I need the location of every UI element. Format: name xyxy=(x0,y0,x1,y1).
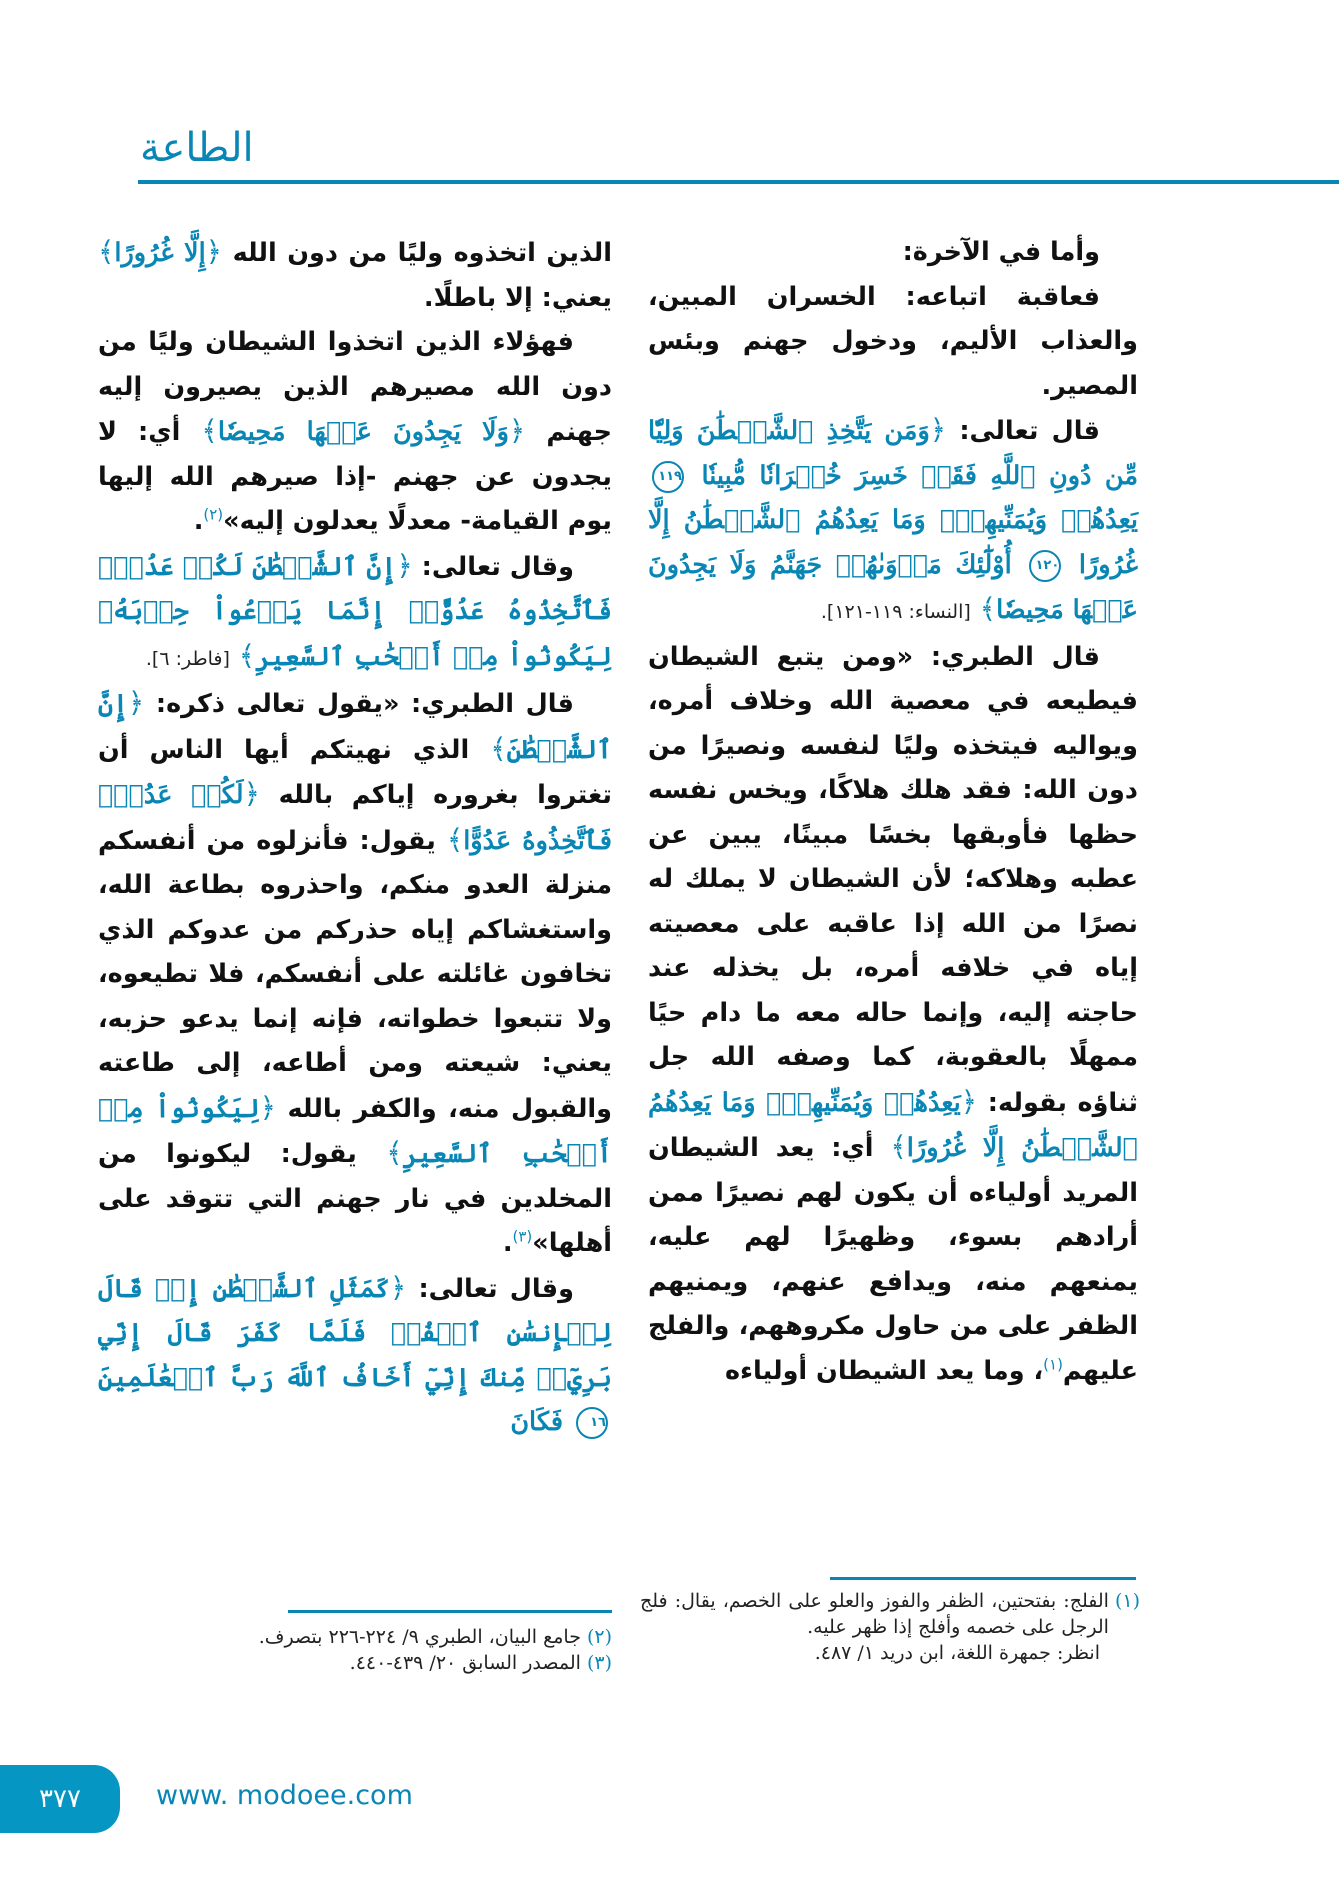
right-column xyxy=(648,230,1138,1393)
footnote-divider xyxy=(830,1577,1136,1580)
surah-reference: [النساء: ١١٩-١٢١]. xyxy=(820,601,971,623)
footnote-number: (١) xyxy=(1114,1590,1140,1612)
ayah-number-marker: ١٢٠ xyxy=(1029,550,1061,582)
page-number-badge: ٣٧٧ xyxy=(0,1765,120,1833)
footnote-ref-2[interactable]: (٢) xyxy=(203,505,224,524)
quran-verse: كَمَثَلِ ٱلشَّيۡطَٰنِ إِذۡ قَالَ لِلۡإِنسَٰنِ ٱكۡفُرۡ فَلَمَّا كَفَرَ قَالَ إِنِّي بَرِيٓءٞ مِّنكَ إِنِّيٓ أَخَافُ ٱللَّهَ رَبَّ ٱلۡعَٰلَمِينَ xyxy=(98,1273,612,1393)
website-link[interactable]: www. modoee.com xyxy=(156,1780,413,1811)
ornament-close-icon: ﴾ xyxy=(446,822,464,856)
tabari-quote-paragraph xyxy=(648,635,1138,1394)
quran-verse: يَعِدُهُمۡ وَيُمَنِّيهِمۡۖ وَمَا يَعِدُهُمُ ٱلشَّيۡطَٰنُ إِلَّا غُرُورًا xyxy=(648,505,1138,580)
footnotes-left xyxy=(98,1624,612,1676)
paragraph-text: ، وما يعد الشيطان أولياءه xyxy=(724,1355,1044,1386)
ornament-open-icon: ﴿ xyxy=(960,1084,978,1118)
paragraph-text: فهؤلاء الذين اتخذوا الشيطان وليًا من دون الله مصيرهم الذين يصيرون إليه جهنم xyxy=(98,327,612,447)
ornament-close-icon: ﴾ xyxy=(979,592,997,625)
ornament-close-icon: ﴾ xyxy=(238,638,256,672)
paragraph: فهؤلاء الذين اتخذوا الشيطان وليًا من دون الله مصيرهم الذين يصيرون إليه جهنم ﴿وَلَا يَجِدُونَ عَنۡهَا مَحِيصٗا﴾ أي: لا يجدون عن جهنم -إذا صيرهم الله إليها يوم القيامة- معدلًا يعدلون إليه»$^{(٢)}$. xyxy=(98,327,612,536)
quran-verse: وَمَن يَتَّخِذِ ٱلشَّيۡطَٰنَ وَلِيّٗا مِّن دُونِ ٱللَّهِ فَقَدۡ خَسِرَ خُسۡرَانٗا مُّبِينٗا xyxy=(648,416,1138,491)
quran-verse: لِيَكُونُواْ مِنۡ أَصۡحَٰبِ ٱلسَّعِيرِ xyxy=(98,1093,612,1169)
paragraph-text: يعني: إلا باطلًا. xyxy=(423,282,612,313)
quran-verse: إِنَّ ٱلشَّيۡطَٰنَ xyxy=(98,689,612,765)
header-divider xyxy=(138,180,1339,184)
footnote-text: جامع البيان، الطبري ٩/ ٢٢٤-٢٢٦ بتصرف. xyxy=(258,1626,581,1648)
quran-citation-paragraph xyxy=(648,408,1138,635)
ayah-number-marker: ١١٩ xyxy=(652,461,684,493)
quran-verse: إِلَّا غُرُورًا xyxy=(114,238,206,268)
footnote-text: المصدر السابق ٢٠/ ٤٣٩-٤٤٠. xyxy=(349,1652,581,1674)
paragraph-text: أي: يعد الشيطان المريد أولياءه أن يكون لهم نصيرًا ممن أرادهم بسوء، وظهيرًا لهم عليه، يمنعهم منه، ويدافع عنهم، ويمنيهم الظفر على من حاول مكروههم، والفلج عليهم xyxy=(648,1133,1138,1386)
quran-citation-paragraph xyxy=(98,1266,612,1445)
ornament-close-icon: ﴾ xyxy=(201,414,218,447)
quran-verse: يَعِدُهُمۡ وَيُمَنِّيهِمۡۖ وَمَا يَعِدُهُمُ ٱلشَّيۡطَٰنُ إِلَّا غُرُورًا xyxy=(648,1087,1138,1163)
ornament-open-icon: ﴿ xyxy=(259,1090,276,1124)
ornament-open-icon: ﴿ xyxy=(396,548,413,582)
tabari-quote-paragraph: قال الطبري: «يقول تعالى ذكره: ﴿إِنَّ ٱلشَّيۡطَٰنَ﴾ الذي نهيتكم أيها الناس أن تغتروا بغروره إياكم بالله ﴿لَكُمۡ عَدُوّٞ فَٱتَّخِذُوهُ عَدُوًّا﴾ يقول: فأنزلوه من أنفسكم منزلة العدو منكم، واحذروه بطاعة الله، واستغشاكم إياه حذركم من عدوكم الذي تخافون غائلته على أنفسكم، فلا تطيعوه، ولا تتبعوا خطواته، فإنه إنما يدعو حزبه، يعني: شيعته ومن أطاعه، إلى طاعته والقبول منه، والكفر بالله ﴿لِيَكُونُواْ مِنۡ أَصۡحَٰبِ ٱلسَّعِيرِ﴾ يقول: ليكونوا من المخلدين في نار جهنم التي تتوقد على أهلها»$^{(٣)}$. xyxy=(98,686,612,1258)
paragraph-text: يقول: ليكونوا من المخلدين في نار جهنم التي تتوقد على أهلها» xyxy=(98,1139,612,1258)
paragraph-text: الذين اتخذوه وليًا من دون الله xyxy=(232,238,612,268)
paragraph-text: قال الطبري: «ومن يتبع الشيطان فيطيعه في معصية الله وخلاف أمره، ويواليه فيتخذه وليًا لنفسه ونصيرًا من دون الله: فقد هلك هلاكًا، ويخس نفسه حظها فأوبقها بخسًا مبينًا، يبين عن عطبه وهلاكه؛ لأن الشيطان لا يملك له نصرًا من الله إذا عاقبه على معصيته إياه في خلافه أمره، بل يخذله عند حاجته إليه، وإنما حاله معه ما دام حيًا ممهلًا بالعقوبة، كما وصفه الله جل ثناؤه بقوله: xyxy=(648,641,1138,1118)
footnote-number: (٢) xyxy=(586,1626,612,1648)
intro-text: قال تعالى: xyxy=(959,416,1100,446)
ornament-open-icon: ﴿ xyxy=(389,1270,407,1304)
page-header-title: الطاعة xyxy=(140,125,254,171)
ornament-close-icon: ﴾ xyxy=(386,1136,403,1169)
surah-reference: [فاطر: ٦]. xyxy=(145,647,230,670)
ornament-close-icon: ﴾ xyxy=(490,731,507,765)
ornament-close-icon: ﴾ xyxy=(98,235,115,268)
footnote-number: (٣) xyxy=(586,1652,612,1674)
intro-text: وقال تعالى: xyxy=(418,1273,574,1304)
footnotes-right xyxy=(640,1588,1140,1666)
ornament-open-icon: ﴿ xyxy=(205,235,223,268)
quran-citation-paragraph xyxy=(98,544,612,682)
quran-verse: إِنَّ ٱلشَّيۡطَٰنَ لَكُمۡ عَدُوّٞ فَٱتَّخِذُوهُ عَدُوًّاۚ إِنَّمَا يَدۡعُواْ حِزۡبَهُۥ لِيَكُونُواْ مِنۡ أَصۡحَٰبِ ٱلسَّعِيرِ xyxy=(98,551,612,672)
quran-verse: أُوْلَٰٓئِكَ مَأۡوَىٰهُمۡ جَهَنَّمُ وَلَا يَجِدُونَ عَنۡهَا مَحِيصٗا xyxy=(648,549,1138,625)
footnote-ref-1[interactable]: (١) xyxy=(1043,1355,1063,1373)
ornament-open-icon: ﴿ xyxy=(508,414,526,447)
ornament-close-icon: ﴾ xyxy=(890,1130,907,1163)
footnote-source: انظر: جمهرة اللغة، ابن دريد ١/ ٤٨٧. xyxy=(814,1642,1100,1664)
paragraph: وأما في الآخرة: xyxy=(902,237,1100,267)
paragraph-text: يقول: فأنزلوه من أنفسكم منزلة العدو منكم، واحذروه بطاعة الله، واستغشاكم إياه حذركم من عدوكم الذي تخافون غائلته على أنفسكم، فلا تطيعوه، ولا تتبعوا خطواته، فإنه إنما يدعو حزبه، يعني: شيعته ومن أطاعه، إلى طاعته والقبول منه، والكفر بالله xyxy=(98,825,612,1124)
footnote-item xyxy=(98,1650,612,1676)
ornament-open-icon: ﴿ xyxy=(127,686,145,719)
quran-verse: لَكُمۡ عَدُوّٞ فَٱتَّخِذُوهُ عَدُوًّا xyxy=(98,780,612,856)
ornament-open-icon: ﴿ xyxy=(243,777,260,810)
paragraph-text: قال الطبري: «يقول تعالى ذكره: xyxy=(155,689,574,719)
ornament-open-icon: ﴿ xyxy=(929,413,947,446)
quran-verse-continuation: فَكَانَ xyxy=(510,1407,564,1437)
paragraph: فعاقبة اتباعه: الخسران المبين، والعذاب الأليم، ودخول جهنم وبئس المصير. xyxy=(648,281,1138,401)
quran-verse: وَلَا يَجِدُونَ عَنۡهَا مَحِيصٗا xyxy=(217,417,509,447)
footnote-divider xyxy=(288,1610,612,1613)
footnote-ref-3[interactable]: (٣) xyxy=(512,1227,533,1246)
left-column xyxy=(98,230,612,1445)
paragraph xyxy=(98,230,612,320)
footnote-item xyxy=(640,1588,1140,1640)
paragraph-text: أي: لا يجدون عن جهنم -إذا صيرهم الله إليها يوم القيامة- معدلًا يعدلون إليه» xyxy=(98,417,612,536)
paragraph-text: الذي نهيتكم أيها الناس أن تغتروا بغروره إياكم بالله xyxy=(98,734,612,810)
ayah-number-marker: ١٦ xyxy=(576,1407,608,1439)
footnote-text: الفلج: بفتحتين، الظفر والفوز والعلو على الخصم، يقال: فلج الرجل على خصمه وأفلج إذا ظهر عليه. xyxy=(640,1590,1109,1638)
intro-text: وقال تعالى: xyxy=(421,551,574,582)
footnote-item xyxy=(98,1624,612,1650)
